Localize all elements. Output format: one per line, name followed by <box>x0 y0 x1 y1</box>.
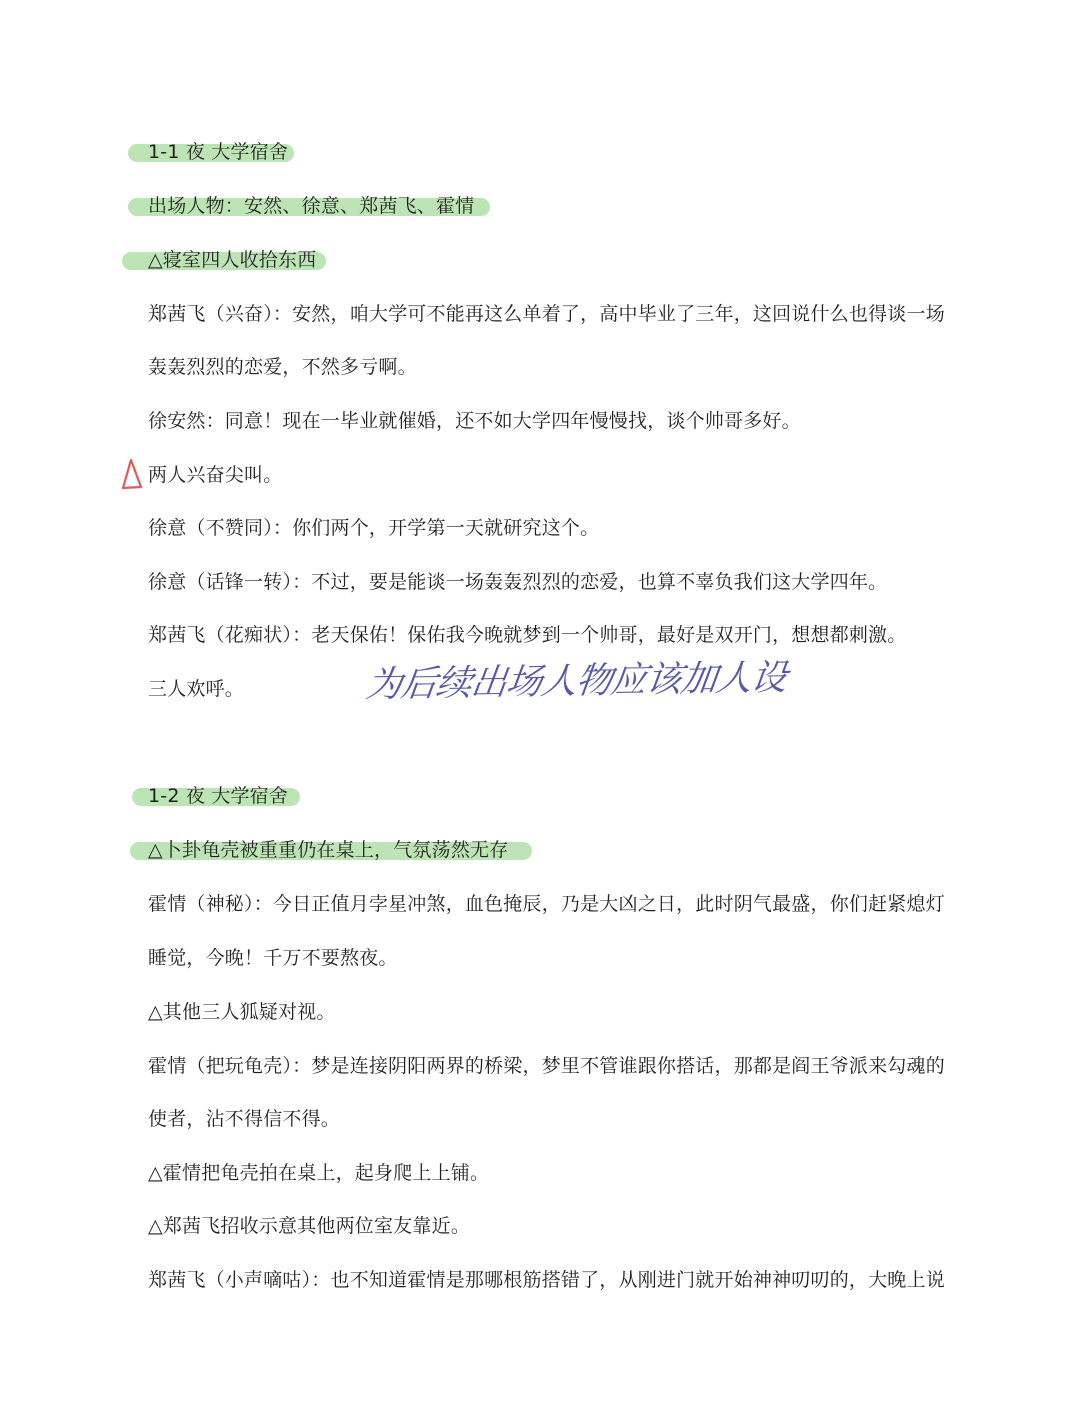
action-line: 三人欢呼。 <box>148 678 245 700</box>
dialogue-line: 使者，沾不得信不得。 <box>148 1108 341 1130</box>
scene-heading: 1-1 夜 大学宿舍 <box>148 141 289 163</box>
dialogue-line: 郑茜飞（小声嘀咕）：也不知道霍情是那哪根筋搭错了，从刚进门就开始神神叨叨的，大晚上说 <box>148 1269 945 1291</box>
action-heading: △卜卦龟壳被重重仍在桌上，气氛荡然无存 <box>148 839 509 861</box>
dialogue-line: 睡觉，今晚！千万不要熬夜。 <box>148 947 398 969</box>
triangle-icon <box>118 457 146 491</box>
dialogue-line: 郑茜飞（花痴状）：老天保佑！保佑我今晚就梦到一个帅哥，最好是双开门，想想都刺激。 <box>148 624 907 646</box>
action-line: △郑茜飞招收示意其他两位室友靠近。 <box>148 1215 471 1237</box>
action-line: 两人兴奋尖叫。 <box>148 464 283 486</box>
action-heading: △寝室四人收拾东西 <box>148 249 317 271</box>
action-line: △霍情把龟壳拍在桌上，起身爬上上铺。 <box>148 1162 490 1184</box>
scene-heading: 1-2 夜 大学宿舍 <box>148 785 289 807</box>
dialogue-line: 霍情（把玩龟壳）：梦是连接阴阳两界的桥梁，梦里不管谁跟你搭话，那都是阎王爷派来勾魂的 <box>148 1055 945 1077</box>
dialogue-line: 徐意（话锋一转）：不过，要是能谈一场轰轰烈烈的恋爱，也算不辜负我们这大学四年。 <box>148 571 888 593</box>
dialogue-line: 郑茜飞（兴奋）：安然，咱大学可不能再这么单着了，高中毕业了三年，这回说什么也得谈一场 <box>148 303 945 325</box>
action-line: △其他三人狐疑对视。 <box>148 1001 336 1023</box>
cast-list: 出场人物：安然、徐意、郑茜飞、霍情 <box>148 195 475 217</box>
dialogue-line: 霍情（神秘）：今日正值月孛星冲煞，血色掩辰，乃是大凶之日，此时阴气最盛，你们赶紧熄灯 <box>148 893 945 915</box>
handwritten-annotation: 为后续出场人物应该加人设 <box>363 657 789 706</box>
dialogue-line: 轰轰烈烈的恋爱，不然多亏啊。 <box>148 356 417 378</box>
dialogue-line: 徐意（不赞同）：你们两个，开学第一天就研究这个。 <box>148 517 600 539</box>
dialogue-line: 徐安然：同意！现在一毕业就催婚，还不如大学四年慢慢找，谈个帅哥多好。 <box>148 410 801 432</box>
